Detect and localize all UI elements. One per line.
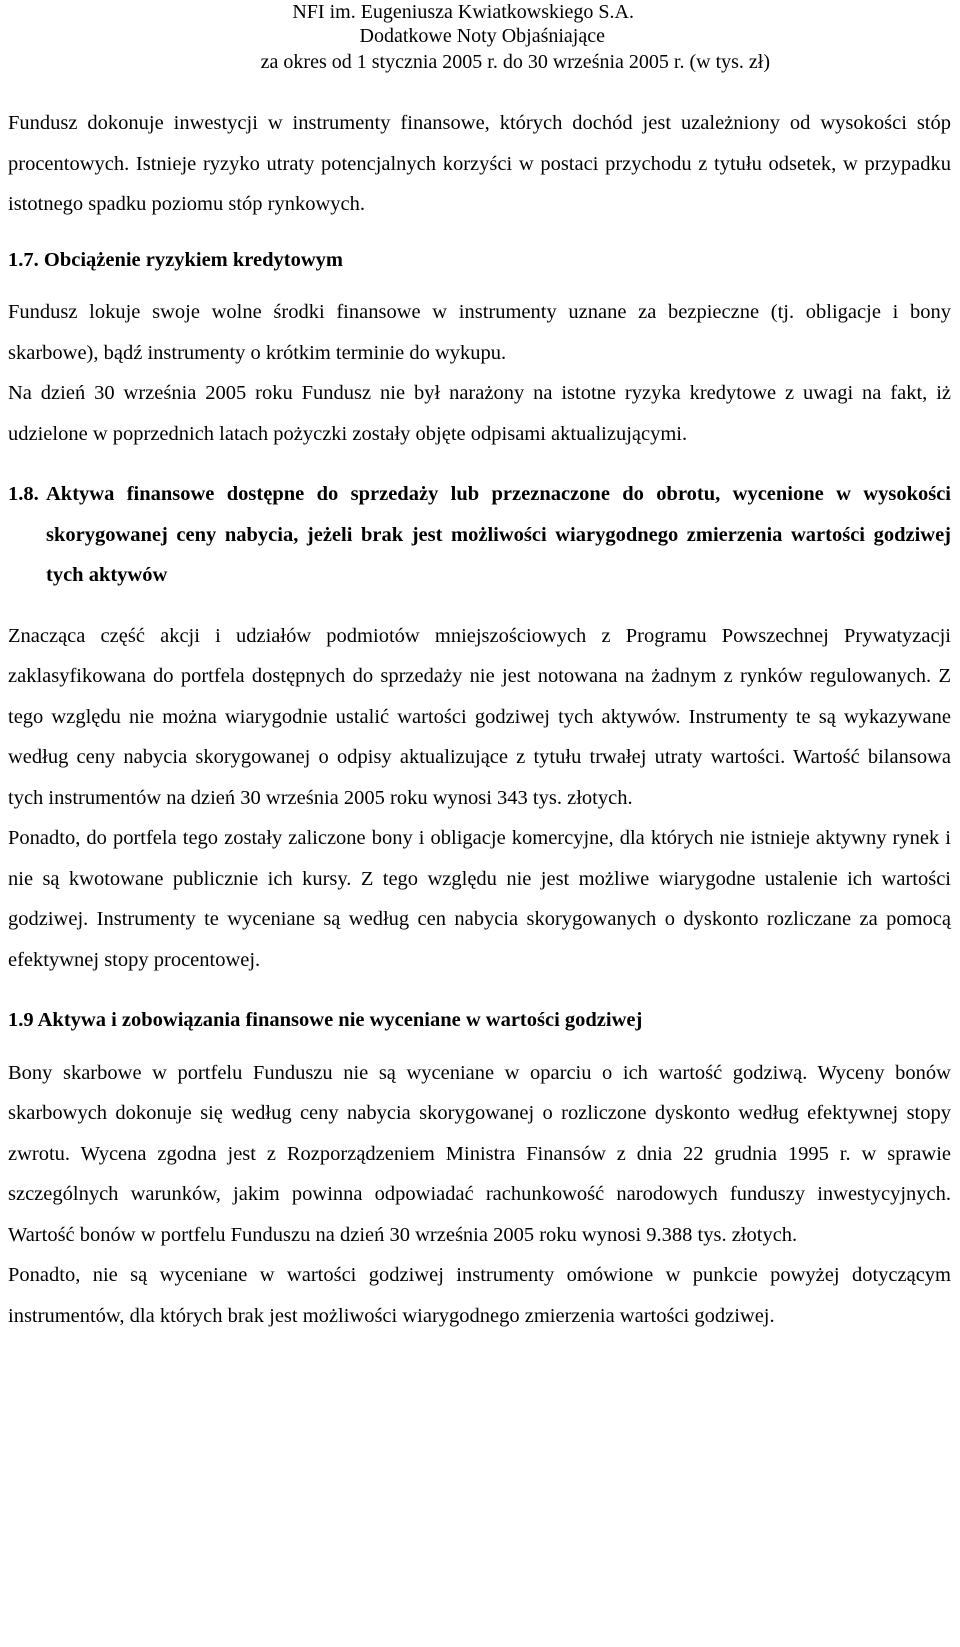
- section-1-8-heading: [8, 474, 951, 596]
- header-document-title: Dodatkowe Noty Objaśniające: [359, 25, 605, 47]
- section-1-9-heading: 1.9 Aktywa i zobowiązania finansowe nie wyceniane w wartości godziwej: [8, 1009, 643, 1031]
- header-company-name: NFI im. Eugeniusza Kwiatkowskiego S.A.: [292, 1, 634, 23]
- section-1-8-paragraph-2: Ponadto, do portfela tego zostały zaliczone bony i obligacje komercyjne, dla których nie istnieje aktywny rynek i nie są kwotowane publicznie ich kursy. Z tego względu nie jest możliwe wiarygodne ustalenie ich wartości godziwej. Instrumenty te wyceniane są według cen nabycia skorygowanych o dyskonto rozliczane za pomocą efektywnej stopy procentowej.: [8, 827, 951, 971]
- intro-paragraph: Fundusz dokonuje inwestycji w instrumenty finansowe, których dochód jest uzależniony od wysokości stóp procentowych. Istnieje ryzyko utraty potencjalnych korzyści w postaci przychodu z tytułu odsetek, w przypadku istotnego spadku poziomu stóp rynkowych.: [8, 112, 951, 215]
- page-header: [0, 0, 960, 75]
- header-period: za okres od 1 stycznia 2005 r. do 30 września 2005 r. (w tys. zł): [260, 51, 770, 73]
- section-1-7-paragraph-1: Fundusz lokuje swoje wolne środki finansowe w instrumenty uznane za bezpieczne (tj. obligacje i bony skarbowe), bądź instrumenty o krótkim terminie do wykupu.: [8, 301, 951, 364]
- section-1-7-paragraph-2: Na dzień 30 września 2005 roku Fundusz nie był narażony na istotne ryzyka kredytowe z uwagi na fakt, iż udzielone w poprzednich latach pożyczki zostały objęte odpisami aktualizującymi.: [8, 382, 951, 445]
- section-1-8-title: Aktywa finansowe dostępne do sprzedaży lub przeznaczone do obrotu, wycenione w wysokości skorygowanej ceny nabycia, jeżeli brak jest możliwości wiarygodnego zmierzenia wartości godziwej tych aktywów: [46, 483, 951, 586]
- section-1-9-paragraph-1: Bony skarbowe w portfelu Funduszu nie są wyceniane w oparciu o ich wartość godziwą. Wyceny bonów skarbowych dokonuje się według ceny nabycia skorygowanej o rozliczone dyskonto według efektywnej stopy zwrotu. Wycena zgodna jest z Rozporządzeniem Ministra Finansów z dnia 22 grudnia 1995 r. w sprawie szczególnych warunków, jakim powinna odpowiadać rachunkowość narodowych funduszy inwestycyjnych. Wartość bonów w portfelu Funduszu na dzień 30 września 2005 roku wynosi 9.388 tys. złotych.: [8, 1061, 951, 1246]
- section-1-7-heading: 1.7. Obciążenie ryzykiem kredytowym: [8, 248, 343, 271]
- section-1-8-paragraph-1: Znacząca część akcji i udziałów podmiotów mniejszościowych z Programu Powszechnej Prywatyzacji zaklasyfikowana do portfela dostępnych do sprzedaży nie jest notowana na żadnym z rynków regulowanych. Z tego względu nie można wiarygodnie ustalić wartości godziwej tych aktywów. Instrumenty te są wykazywane według ceny nabycia skorygowanej o odpisy aktualizujące z tytułu trwałej utraty wartości. Wartość bilansowa tych instrumentów na dzień 30 września 2005 roku wynosi 343 tys. złotych.: [8, 624, 951, 809]
- document-body: [8, 103, 951, 1336]
- section-1-9-paragraph-2: Ponadto, nie są wyceniane w wartości godziwej instrumenty omówione w punkcie powyżej dotyczącym instrumentów, dla których brak jest możliwości wiarygodnego zmierzenia wartości godziwej.: [8, 1264, 951, 1327]
- section-1-8-number: 1.8.: [8, 483, 39, 505]
